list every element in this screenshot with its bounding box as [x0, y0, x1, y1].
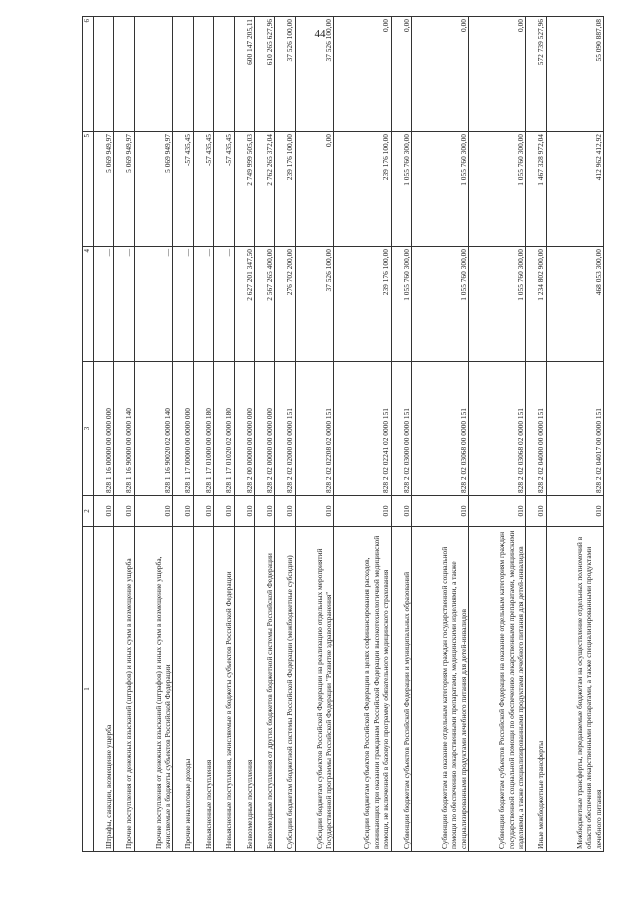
- row-budget-code-cell: 828 2 00 00000 00 0000 000: [234, 362, 254, 496]
- header-col-3: 3: [83, 362, 94, 496]
- row-col6-amount-cell: 572 739 527,96: [526, 17, 546, 132]
- row-budget-code-cell: 828 2 02 02000 00 0000 151: [275, 362, 295, 496]
- row-col4-amount-cell: —: [134, 247, 173, 362]
- table-row: [334, 17, 391, 852]
- table-row: [391, 17, 411, 852]
- row-admin-code-cell: 010: [254, 496, 274, 527]
- table-row: [469, 17, 526, 852]
- table-row: [193, 17, 213, 852]
- table-body: [94, 17, 604, 852]
- row-budget-code-cell: 828 2 02 04017 00 0000 151: [546, 362, 603, 496]
- row-name-cell: Прочие поступления от денежных взысканий (штрафов) и иных сумм в возмещение ущерба: [114, 527, 134, 852]
- header-col-6: 6: [83, 17, 94, 132]
- row-col6-amount-cell: 0,00: [411, 17, 468, 132]
- row-col4-amount-cell: —: [173, 247, 193, 362]
- row-col6-amount-cell: 600 147 205,11: [234, 17, 254, 132]
- table-row: [234, 17, 254, 852]
- row-col4-amount-cell: —: [214, 247, 234, 362]
- row-budget-code-cell: 828 2 02 03000 00 0000 151: [391, 362, 411, 496]
- row-name-cell: Субвенции бюджетам субъектов Российской Федерации и муниципальных образований: [391, 527, 411, 852]
- row-col4-amount-cell: 1 055 760 300,00: [469, 247, 526, 362]
- row-admin-code-cell: 010: [173, 496, 193, 527]
- table-row: [526, 17, 546, 852]
- table-row: [275, 17, 295, 852]
- row-admin-code-cell: 010: [214, 496, 234, 527]
- row-col6-amount-cell: [214, 17, 234, 132]
- row-col5-amount-cell: 239 176 100,00: [275, 132, 295, 247]
- row-col4-amount-cell: 1 055 760 300,00: [411, 247, 468, 362]
- row-col4-amount-cell: —: [114, 247, 134, 362]
- row-admin-code-cell: 010: [526, 496, 546, 527]
- row-name-cell: Невыясненные поступления, зачисляемые в бюджеты субъектов Российской Федерации: [214, 527, 234, 852]
- row-budget-code-cell: 828 2 02 04000 00 0000 151: [526, 362, 546, 496]
- row-col5-amount-cell: 5 069 949,97: [94, 132, 114, 247]
- row-name-cell: Иные межбюджетные трансферты: [526, 527, 546, 852]
- header-col-1: 1: [83, 527, 94, 852]
- row-admin-code-cell: 010: [234, 496, 254, 527]
- row-admin-code-cell: 010: [469, 496, 526, 527]
- header-col-2: 2: [83, 496, 94, 527]
- row-admin-code-cell: 010: [275, 496, 295, 527]
- row-budget-code-cell: 828 1 16 90020 02 0000 140: [134, 362, 173, 496]
- row-name-cell: Межбюджетные трансферты, передаваемые бюджетам на осуществление отдельных полномочий в области обеспечения лекарственными препаратами, а также специализированными продуктами лечебного питания: [546, 527, 603, 852]
- row-admin-code-cell: 010: [334, 496, 391, 527]
- row-name-cell: Прочие неналоговые доходы: [173, 527, 193, 852]
- row-col5-amount-cell: 1 055 760 300,00: [391, 132, 411, 247]
- row-col5-amount-cell: 412 962 412,92: [546, 132, 603, 247]
- row-admin-code-cell: 010: [134, 496, 173, 527]
- table-row: [546, 17, 603, 852]
- row-budget-code-cell: 828 1 17 01020 02 0000 180: [214, 362, 234, 496]
- header-row: [83, 17, 94, 852]
- table-row: [411, 17, 468, 852]
- row-col4-amount-cell: 239 176 100,00: [334, 247, 391, 362]
- row-col5-amount-cell: 5 069 949,97: [114, 132, 134, 247]
- header-col-4: 4: [83, 247, 94, 362]
- row-col5-amount-cell: 5 069 949,97: [134, 132, 173, 247]
- row-col5-amount-cell: 2 749 999 505,03: [234, 132, 254, 247]
- row-budget-code-cell: 828 1 16 00000 00 0000 000: [94, 362, 114, 496]
- row-name-cell: Безвозмездные поступления от других бюджетов бюджетной системы Российской Федерации: [254, 527, 274, 852]
- row-name-cell: Субвенции бюджетам на оказание отдельным категориям граждан государственной социальной помощи по обеспечению лекарственными препаратами, медицинскими изделиями, а также специализированными продуктами лечебного питания для детей-инвалидов: [411, 527, 468, 852]
- budget-revenue-table: [82, 16, 604, 852]
- row-col6-amount-cell: 37 526 100,00: [295, 17, 334, 132]
- row-col6-amount-cell: 0,00: [334, 17, 391, 132]
- row-col4-amount-cell: 37 526 100,00: [295, 247, 334, 362]
- table-row: [254, 17, 274, 852]
- row-admin-code-cell: 010: [411, 496, 468, 527]
- row-col6-amount-cell: 0,00: [469, 17, 526, 132]
- row-budget-code-cell: 828 2 02 03068 00 0000 151: [411, 362, 468, 496]
- row-col5-amount-cell: -57 435,45: [193, 132, 213, 247]
- row-budget-code-cell: 828 1 16 90000 00 0000 140: [114, 362, 134, 496]
- row-col4-amount-cell: 468 053 300,00: [546, 247, 603, 362]
- row-budget-code-cell: 828 2 02 00000 00 0000 000: [254, 362, 274, 496]
- row-col4-amount-cell: 2 567 265 400,00: [254, 247, 274, 362]
- row-col6-amount-cell: [134, 17, 173, 132]
- row-budget-code-cell: 828 2 02 03068 02 0000 151: [469, 362, 526, 496]
- row-col4-amount-cell: 276 702 200,00: [275, 247, 295, 362]
- row-budget-code-cell: 828 2 02 02208 02 0000 151: [295, 362, 334, 496]
- row-col5-amount-cell: -57 435,45: [173, 132, 193, 247]
- row-col5-amount-cell: -57 435,45: [214, 132, 234, 247]
- row-name-cell: Субсидии бюджетам бюджетной системы Российской Федерации (межбюджетные субсидии): [275, 527, 295, 852]
- row-col6-amount-cell: [193, 17, 213, 132]
- row-name-cell: Прочие поступления от денежных взысканий (штрафов) и иных сумм в возмещение ущерба, зачисляемые в бюджеты субъектов Российской Федерации: [134, 527, 173, 852]
- row-admin-code-cell: 010: [193, 496, 213, 527]
- row-col6-amount-cell: [94, 17, 114, 132]
- row-name-cell: Штрафы, санкции, возмещение ущерба: [94, 527, 114, 852]
- row-col6-amount-cell: [173, 17, 193, 132]
- row-col4-amount-cell: —: [94, 247, 114, 362]
- row-col6-amount-cell: 37 526 100,00: [275, 17, 295, 132]
- row-name-cell: Субсидии бюджетам субъектов Российской Федерации на реализацию отдельных мероприятий Государственной программы Российской Федерации "Развитие здравоохранения": [295, 527, 334, 852]
- row-col5-amount-cell: 2 762 265 372,04: [254, 132, 274, 247]
- table-row: [134, 17, 173, 852]
- row-admin-code-cell: 010: [114, 496, 134, 527]
- row-name-cell: Субсидии бюджетам субъектов Российской Федерации в целях софинансирования расходов, возникающих при оказании гражданам Российской Федерации высокотехнологичной медицинской помощи, не включенной в базовую программу обязательного медицинского страхования: [334, 527, 391, 852]
- page-number: 44: [314, 28, 326, 40]
- row-col5-amount-cell: 1 055 760 300,00: [411, 132, 468, 247]
- row-col6-amount-cell: 0,00: [391, 17, 411, 132]
- table-row: [214, 17, 234, 852]
- row-col4-amount-cell: —: [193, 247, 213, 362]
- row-budget-code-cell: 828 1 17 01000 00 0000 180: [193, 362, 213, 496]
- row-col5-amount-cell: 0,00: [295, 132, 334, 247]
- row-col5-amount-cell: 1 055 760 300,00: [469, 132, 526, 247]
- row-col6-amount-cell: 610 265 627,96: [254, 17, 274, 132]
- row-admin-code-cell: 010: [295, 496, 334, 527]
- row-name-cell: Безвозмездные поступления: [234, 527, 254, 852]
- table-row: [173, 17, 193, 852]
- table-row: [94, 17, 114, 852]
- row-col5-amount-cell: 1 467 328 972,04: [526, 132, 546, 247]
- row-col6-amount-cell: 55 090 887,08: [546, 17, 603, 132]
- row-admin-code-cell: 010: [391, 496, 411, 527]
- row-name-cell: Субвенции бюджетам субъектов Российской Федерации на оказание отдельным категориям граждан государственной социальной помощи по обеспечению лекарственными препаратами, медицинскими изделиями, а также специализированными продуктами лечебного питания для детей-инвалидов: [469, 527, 526, 852]
- row-admin-code-cell: 010: [94, 496, 114, 527]
- row-admin-code-cell: 010: [546, 496, 603, 527]
- header-col-5: 5: [83, 132, 94, 247]
- row-col6-amount-cell: [114, 17, 134, 132]
- row-budget-code-cell: 828 1 17 00000 00 0000 000: [173, 362, 193, 496]
- table-row: [114, 17, 134, 852]
- row-col5-amount-cell: 239 176 100,00: [334, 132, 391, 247]
- row-col4-amount-cell: 1 055 760 300,00: [391, 247, 411, 362]
- row-col4-amount-cell: 2 627 201 347,50: [234, 247, 254, 362]
- row-name-cell: Невыясненные поступления: [193, 527, 213, 852]
- row-col4-amount-cell: 1 234 802 900,00: [526, 247, 546, 362]
- row-budget-code-cell: 828 2 02 02241 02 0000 151: [334, 362, 391, 496]
- table-row: [295, 17, 334, 852]
